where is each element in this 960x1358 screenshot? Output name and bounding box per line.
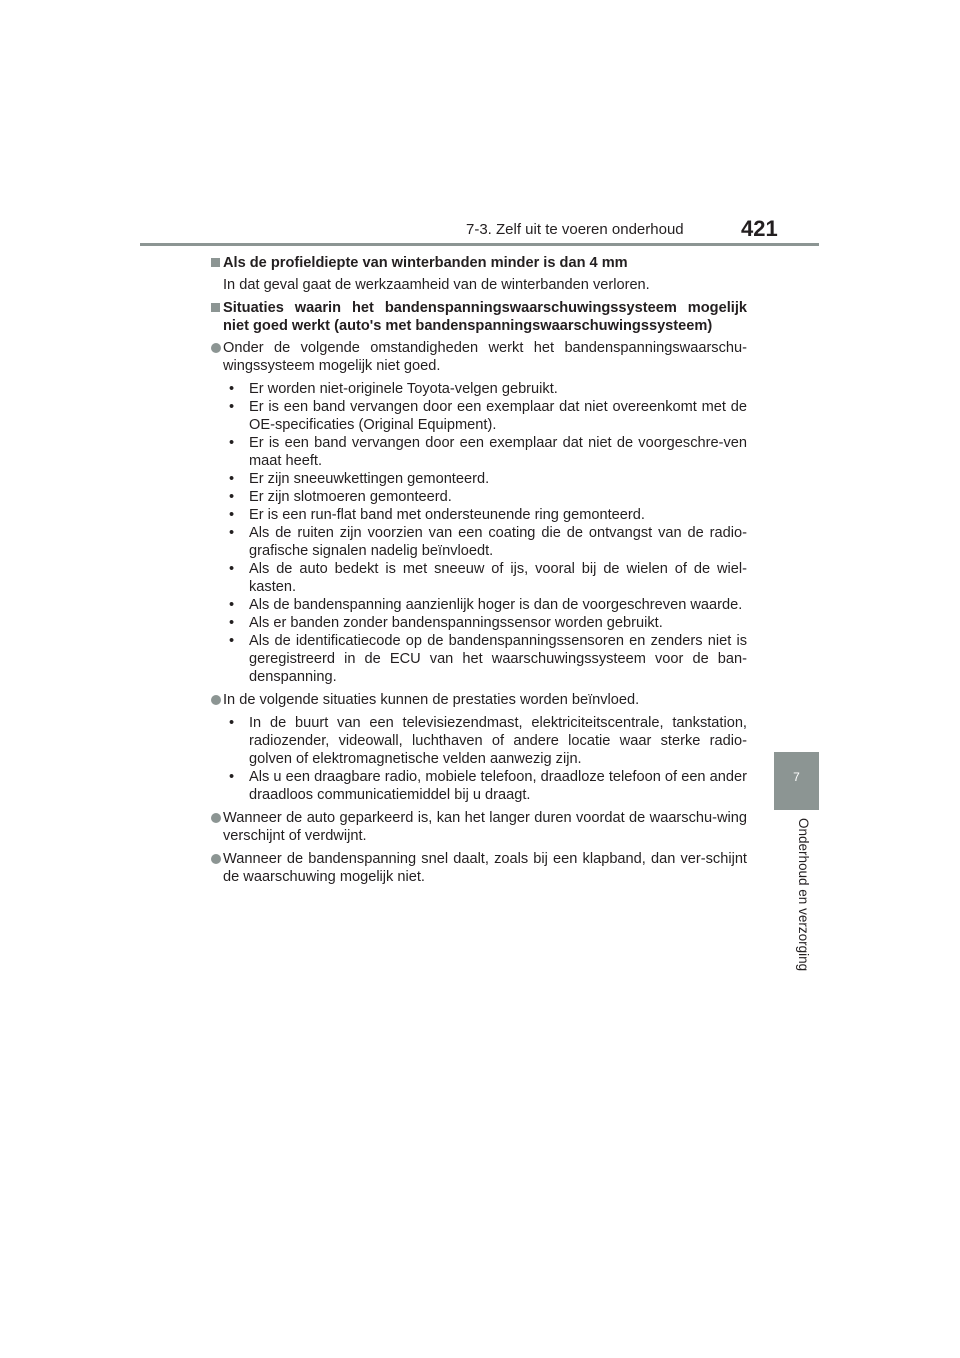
header-rule — [140, 243, 819, 246]
list-item: • Er worden niet-originele Toyota-velgen gebruikt. — [229, 381, 558, 397]
section-heading — [211, 299, 747, 335]
dot-paragraph — [211, 850, 747, 886]
list-item: • Als de auto bedekt is met sneeuw of ijs, vooral bij de wielen of de wiel-kasten. — [229, 561, 747, 595]
dot-paragraph — [211, 339, 747, 375]
list-item: • Als de bandenspanning aanzienlijk hoger is dan de voorgeschreven waarde. — [229, 597, 743, 613]
square-bullet-icon — [211, 258, 220, 267]
list-item: • Er is een run-flat band met ondersteunende ring gemonteerd. — [229, 507, 645, 523]
dot-paragraph-text: In de volgende situaties kunnen de prestaties worden beïnvloed. — [223, 692, 640, 708]
heading-text: Als de profieldiepte van winterbanden minder is dan 4 mm — [223, 255, 628, 271]
section-title: 7-3. Zelf uit te voeren onderhoud — [466, 221, 684, 238]
list-item-text: Als er banden zonder bandenspanningssensor worden gebruikt. — [249, 615, 663, 631]
list-item-text: Er worden niet-originele Toyota-velgen gebruikt. — [249, 381, 558, 397]
list-item: • In de buurt van een televisiezendmast, elektriciteitscentrale, tankstation, radiozender, videowall, luchthaven of andere locatie waar sterke radio-golven of elektromagnetische velden aanwezig zijn. — [229, 715, 747, 767]
dot-paragraph — [211, 691, 747, 709]
list-item-text: Als de identificatiecode op de bandenspanningssensoren en zenders niet is geregistreerd in de ECU van het waarschuwingssysteem voor de ban-denspanning. — [249, 633, 747, 685]
dot-paragraph-text: Wanneer de bandenspanning snel daalt, zoals bij een klapband, dan ver-schijnt de waarschuwing mogelijk niet. — [223, 851, 747, 885]
square-bullet-icon — [211, 303, 220, 312]
list-item-text: Als de auto bedekt is met sneeuw of ijs, vooral bij de wielen of de wiel-kasten. — [249, 561, 747, 595]
page-content — [211, 254, 747, 891]
round-bullet-icon — [211, 343, 221, 353]
list-item-text: In de buurt van een televisiezendmast, elektriciteitscentrale, tankstation, radiozender, videowall, luchthaven of andere locatie waar sterke radio-golven of elektromagnetische velden aanwezig zijn. — [249, 715, 747, 767]
bullet-list — [211, 714, 747, 804]
chapter-title: Onderhoud en verzorging — [796, 818, 811, 972]
dot-paragraph — [211, 809, 747, 845]
round-bullet-icon — [211, 813, 221, 823]
round-bullet-icon — [211, 854, 221, 864]
list-item-text: Als u een draagbare radio, mobiele telefoon, draadloze telefoon of een ander draadloos communicatiemiddel bij u draagt. — [249, 769, 747, 803]
page-number: 421 — [741, 216, 778, 241]
list-item: • Er is een band vervangen door een exemplaar dat niet overeenkomt met de OE-specificaties (Original Equipment). — [229, 399, 747, 433]
list-item-text: Er zijn sneeuwkettingen gemonteerd. — [249, 471, 490, 487]
section-heading — [211, 254, 747, 272]
list-item: • Als de ruiten zijn voorzien van een coating die de ontvangst van de radio-grafische signalen nadelig beïnvloedt. — [229, 525, 747, 559]
chapter-number: 7 — [793, 770, 800, 784]
list-item-text: Als de bandenspanning aanzienlijk hoger is dan de voorgeschreven waarde. — [249, 597, 743, 613]
list-item: • Als u een draagbare radio, mobiele telefoon, draadloze telefoon of een ander draadloos communicatiemiddel bij u draagt. — [229, 769, 747, 803]
list-item-text: Er is een band vervangen door een exemplaar dat niet overeenkomt met de OE-specificaties (Original Equipment). — [249, 399, 747, 433]
list-item: • Als er banden zonder bandenspanningssensor worden gebruikt. — [229, 615, 663, 631]
list-item-text: Er zijn slotmoeren gemonteerd. — [249, 489, 452, 505]
list-item: • Er is een band vervangen door een exemplaar dat niet de voorgeschre-ven maat heeft. — [229, 435, 747, 469]
heading-text: Situaties waarin het bandenspanningswaarschuwingssysteem mogelijk niet goed werkt (auto's met bandenspanningswaarschuwingssysteem) — [223, 300, 747, 334]
list-item-text: Als de ruiten zijn voorzien van een coating die de ontvangst van de radio-grafische signalen nadelig beïnvloedt. — [249, 525, 747, 559]
dot-paragraph-text: Wanneer de auto geparkeerd is, kan het langer duren voordat de waarschu-wing verschijnt of verdwijnt. — [223, 810, 747, 844]
dot-paragraph-text: Onder de volgende omstandigheden werkt het bandenspanningswaarschu-wingssysteem mogelijk niet goed. — [223, 340, 747, 374]
list-item: • Als de identificatiecode op de bandenspanningssensoren en zenders niet is geregistreerd in de ECU van het waarschuwingssysteem voor de ban-denspanning. — [229, 633, 747, 685]
list-item: • Er zijn slotmoeren gemonteerd. — [229, 489, 452, 505]
list-item-text: Er is een run-flat band met ondersteunende ring gemonteerd. — [249, 507, 645, 523]
list-item-text: Er is een band vervangen door een exemplaar dat niet de voorgeschre-ven maat heeft. — [249, 435, 747, 469]
list-item: • Er zijn sneeuwkettingen gemonteerd. — [229, 471, 490, 487]
paragraph: In dat geval gaat de werkzaamheid van de winterbanden verloren. — [223, 277, 650, 293]
round-bullet-icon — [211, 695, 221, 705]
bullet-list — [211, 380, 747, 686]
